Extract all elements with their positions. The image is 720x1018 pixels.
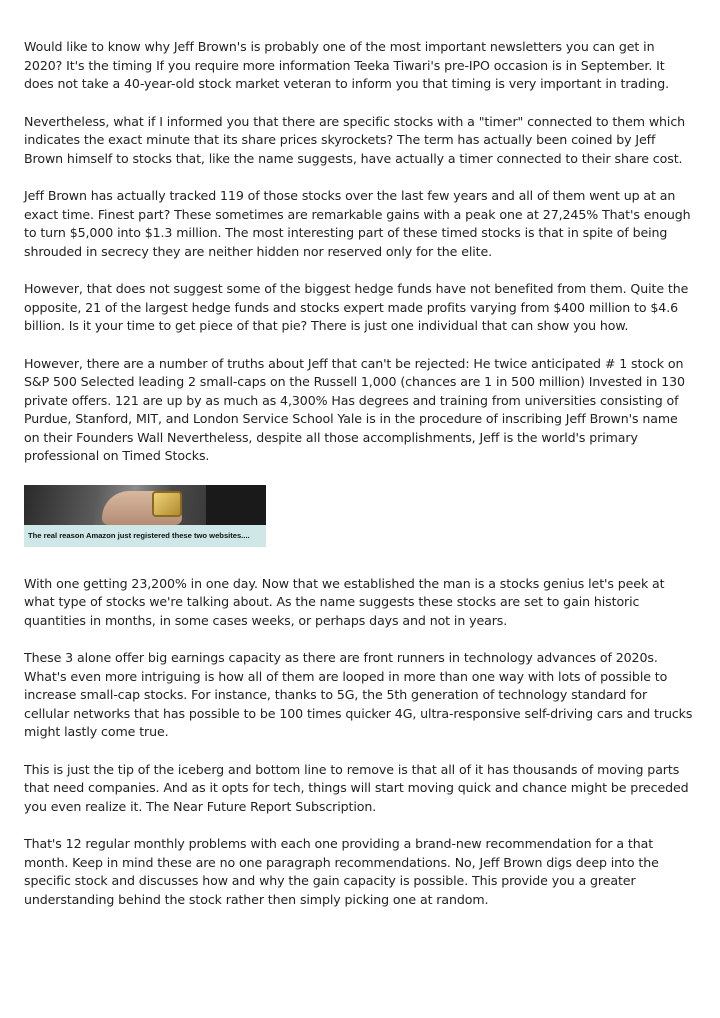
article-paragraph: Jeff Brown has actually tracked 119 of those stocks over the last few years and all of them went up at an exact time. Finest part? These sometimes are remarkable gains with a peak one at 27,245% That's enough to turn $5,000 into $1.3 million. The most interesting part of these timed stocks is that in spite of being shrouded in secrecy they are neither hidden nor reserved only for the elite. xyxy=(24,188,691,259)
article-body xyxy=(24,38,696,928)
article-paragraph: That's 12 regular monthly problems with each one providing a brand-new recommendation for a that month. Keep in mind these are no one paragraph recommendations. No, Jeff Brown digs deep into the specific stock and discusses how and why the gain capacity is possible. This provide you a greater understanding behind the stock rather then simply picking one at random. xyxy=(24,836,659,907)
promo-image xyxy=(24,485,266,525)
dark-background xyxy=(206,485,266,525)
promo-caption[interactable]: The real reason Amazon just registered these two websites.... xyxy=(24,525,266,547)
article-paragraph: This is just the tip of the iceberg and bottom line to remove is that all of it has thousands of moving parts that need companies. And as it opts for tech, things will start moving quick and chance might be preceded you even realize it. The Near Future Report Subscription. xyxy=(24,761,689,814)
article-paragraph: However, there are a number of truths about Jeff that can't be rejected: He twice anticipated # 1 stock on S&P 500 Selected leading 2 small-caps on the Russell 1,000 (chances are 1 in 500 million) Invested in 130 private offers. 121 are up by as much as 4,300% Has degrees and training from universities consisting of Purdue, Stanford, MIT, and London Service School Yale is in the procedure of inscribing Jeff Brown's name on their Founders Wall Nevertheless, despite all those accomplishments, Jeff is the world's primary professional on Timed Stocks. xyxy=(24,355,685,463)
article-paragraph: Would like to know why Jeff Brown's is probably one of the most important newsletters you can get in 2020? It's the timing If you require more information Teeka Tiwari's pre-IPO occasion is in September. It does not take a 40-year-old stock market veteran to inform you that timing is very important in trading. xyxy=(24,39,670,91)
promo-banner[interactable] xyxy=(24,485,266,547)
article-paragraph: These 3 alone offer big earnings capacity as there are front runners in technology advances of 2020s. What's even more intriguing is how all of them are looped in more than one way with lots of possible to increase small-cap stocks. For instance, thanks to 5G, the 5th generation of technology standard for cellular networks that has possible to be 100 times quicker 4G, ultra-responsive self-driving cars and trucks might lastly come true. xyxy=(24,650,693,739)
article-paragraph: With one getting 23,200% in one day. Now that we established the man is a stocks genius let's peek at what type of stocks we're talking about. As the name suggests these stocks are set to gain historic quantities in months, in some cases weeks, or perhaps days and not in years. xyxy=(24,575,665,628)
article-paragraph: However, that does not suggest some of the biggest hedge funds have not benefited from them. Quite the opposite, 21 of the largest hedge funds and stocks expert made profits varying from $400 million to $4.6 billion. Is it your time to get piece of that pie? There is just one individual that can show you how. xyxy=(24,281,689,333)
article-paragraph: Nevertheless, what if I informed you that there are specific stocks with a "timer" connected to them which indicates the exact minute that its share prices skyrockets? The term has actually been coined by Jeff Brown himself to stocks that, like the name suggests, have actually a timer connected to their share cost. xyxy=(24,113,686,166)
chip-icon xyxy=(152,491,182,517)
